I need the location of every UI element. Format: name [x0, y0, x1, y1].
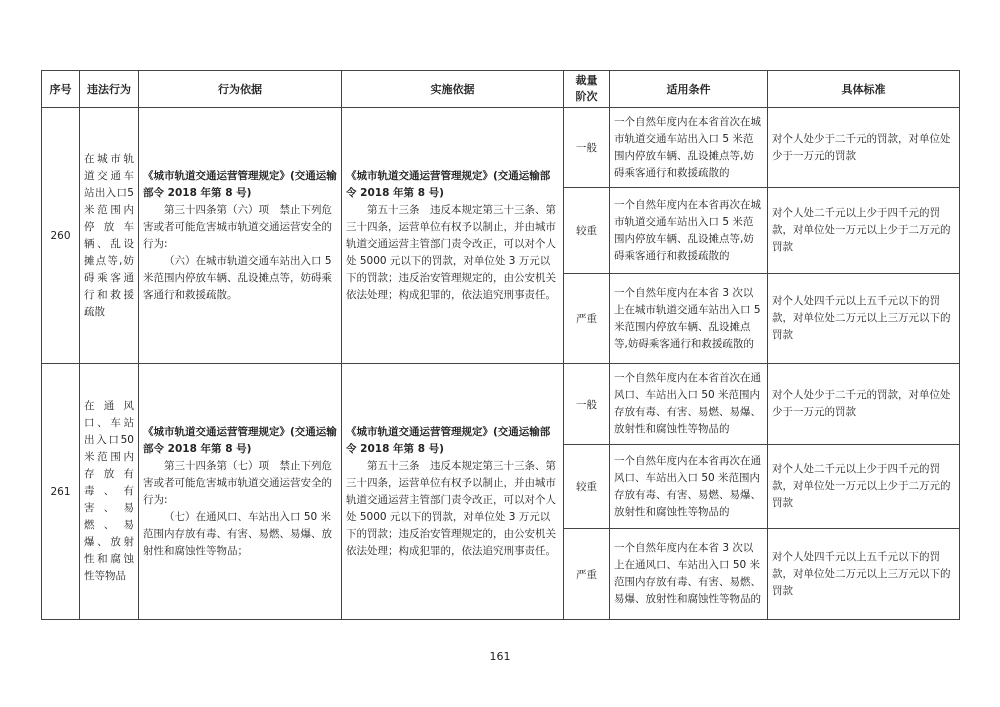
header-level: 裁量 阶次 [564, 71, 610, 108]
impl-title: 《城市轨道交通运营管理规定》(交通运输部令 2018 年第 8 号) [346, 425, 551, 455]
penalty-standard: 对个人处少于二千元的罚款，对单位处少于一万元的罚款 [768, 364, 960, 445]
row-number: 261 [42, 364, 80, 620]
page-number: 161 [489, 650, 511, 663]
impl-title: 《城市轨道交通运营管理规定》(交通运输部令 2018 年第 8 号) [346, 169, 551, 199]
header-cond: 适用条件 [610, 71, 768, 108]
applicable-condition: 一个自然年度内在本省再次在城市轨道交通车站出入口 5 米范围内停放车辆、乱设摊点等,妨碍乘客通行和救援疏散的 [610, 188, 768, 274]
discretion-level: 一般 [564, 364, 610, 445]
applicable-condition: 一个自然年度内在本省首次在城市轨道交通车站出入口 5 米范围内停放车辆、乱设摊点等,妨碍乘客通行和救援疏散的 [610, 108, 768, 188]
applicable-condition: 一个自然年度内在本省首次在通风口、车站出入口 50 米范围内存放有毒、有害、易燃、易爆、放射性和腐蚀性等物品的 [610, 364, 768, 445]
applicable-condition: 一个自然年度内在本省 3 次以上在城市轨道交通车站出入口 5 米范围内停放车辆、乱设摊点等,妨碍乘客通行和救援疏散的 [610, 274, 768, 364]
implementation-basis [342, 364, 564, 620]
applicable-condition: 一个自然年度内在本省再次在通风口、车站出入口 50 米范围内存放有毒、有害、易燃、易爆、放射性和腐蚀性等物品的 [610, 445, 768, 529]
penalty-standard: 对个人处少于二千元的罚款，对单位处少于一万元的罚款 [768, 108, 960, 188]
basis-paragraph: 第三十四条第（七）项 禁止下列危害或者可能危害城市轨道交通运营安全的行为: [143, 459, 332, 506]
violation-text: 在城市轨道交通车站出入口5米范围内停放车辆、乱设摊点等,妨碍乘客通行和救援疏散 [80, 108, 139, 364]
header-impl: 实施依据 [342, 71, 564, 108]
behavior-basis [139, 108, 342, 364]
basis-paragraph: （七）在通风口、车站出入口 50 米范围内存放有毒、有害、易燃、易爆、放射性和腐蚀性等物品； [143, 510, 332, 557]
header-std: 具体标准 [768, 71, 960, 108]
discretion-level: 严重 [564, 274, 610, 364]
basis-title: 《城市轨道交通运营管理规定》(交通运输部令 2018 年第 8 号) [143, 169, 337, 199]
header-no: 序号 [42, 71, 80, 108]
behavior-basis [139, 364, 342, 620]
header-basis: 行为依据 [139, 71, 342, 108]
basis-title: 《城市轨道交通运营管理规定》(交通运输部令 2018 年第 8 号) [143, 425, 337, 455]
penalty-table [41, 70, 960, 620]
row-number: 260 [42, 108, 80, 364]
impl-paragraph: 第五十三条 违反本规定第三十三条、第三十四条，运营单位有权予以制止，并由城市轨道交通运营主管部门责令改正，可以对个人处 5000 元以下的罚款，对单位处 3 万元以下的罚款；违反治安管理规定的，由公安机关依法处理；构成犯罪的，依法追究刑事责任。 [346, 203, 556, 301]
header-act: 违法行为 [80, 71, 139, 108]
discretion-level: 一般 [564, 108, 610, 188]
penalty-standard: 对个人处二千元以上少于四千元的罚款，对单位处一万元以上少于二万元的罚款 [768, 188, 960, 274]
table-row [42, 108, 960, 188]
penalty-standard: 对个人处二千元以上少于四千元的罚款，对单位处一万元以上少于二万元的罚款 [768, 445, 960, 529]
penalty-standard: 对个人处四千元以上五千元以下的罚款，对单位处二万元以上三万元以下的罚款 [768, 529, 960, 620]
penalty-standard: 对个人处四千元以上五千元以下的罚款，对单位处二万元以上三万元以下的罚款 [768, 274, 960, 364]
implementation-basis [342, 108, 564, 364]
discretion-level: 较重 [564, 445, 610, 529]
basis-paragraph: 第三十四条第（六）项 禁止下列危害或者可能危害城市轨道交通运营安全的行为: [143, 203, 332, 250]
table-header-row [42, 71, 960, 108]
applicable-condition: 一个自然年度内在本省 3 次以上在通风口、车站出入口 50 米范围内存放有毒、有害、易燃、易爆、放射性和腐蚀性等物品的 [610, 529, 768, 620]
impl-paragraph: 第五十三条 违反本规定第三十三条、第三十四条，运营单位有权予以制止，并由城市轨道交通运营主管部门责令改正，可以对个人处 5000 元以下的罚款，对单位处 3 万元以下的罚款；违反治安管理规定的，由公安机关依法处理；构成犯罪的，依法追究刑事责任。 [346, 459, 556, 557]
table-row [42, 364, 960, 445]
discretion-level: 严重 [564, 529, 610, 620]
violation-text: 在通风口、车站出入口50米范围内存放有毒、有害、易燃、易爆、放射性和腐蚀性等物品 [80, 364, 139, 620]
discretion-level: 较重 [564, 188, 610, 274]
basis-paragraph: （六）在城市轨道交通车站出入口 5 米范围内停放车辆、乱设摊点等，妨碍乘客通行和救援疏散。 [143, 254, 332, 301]
